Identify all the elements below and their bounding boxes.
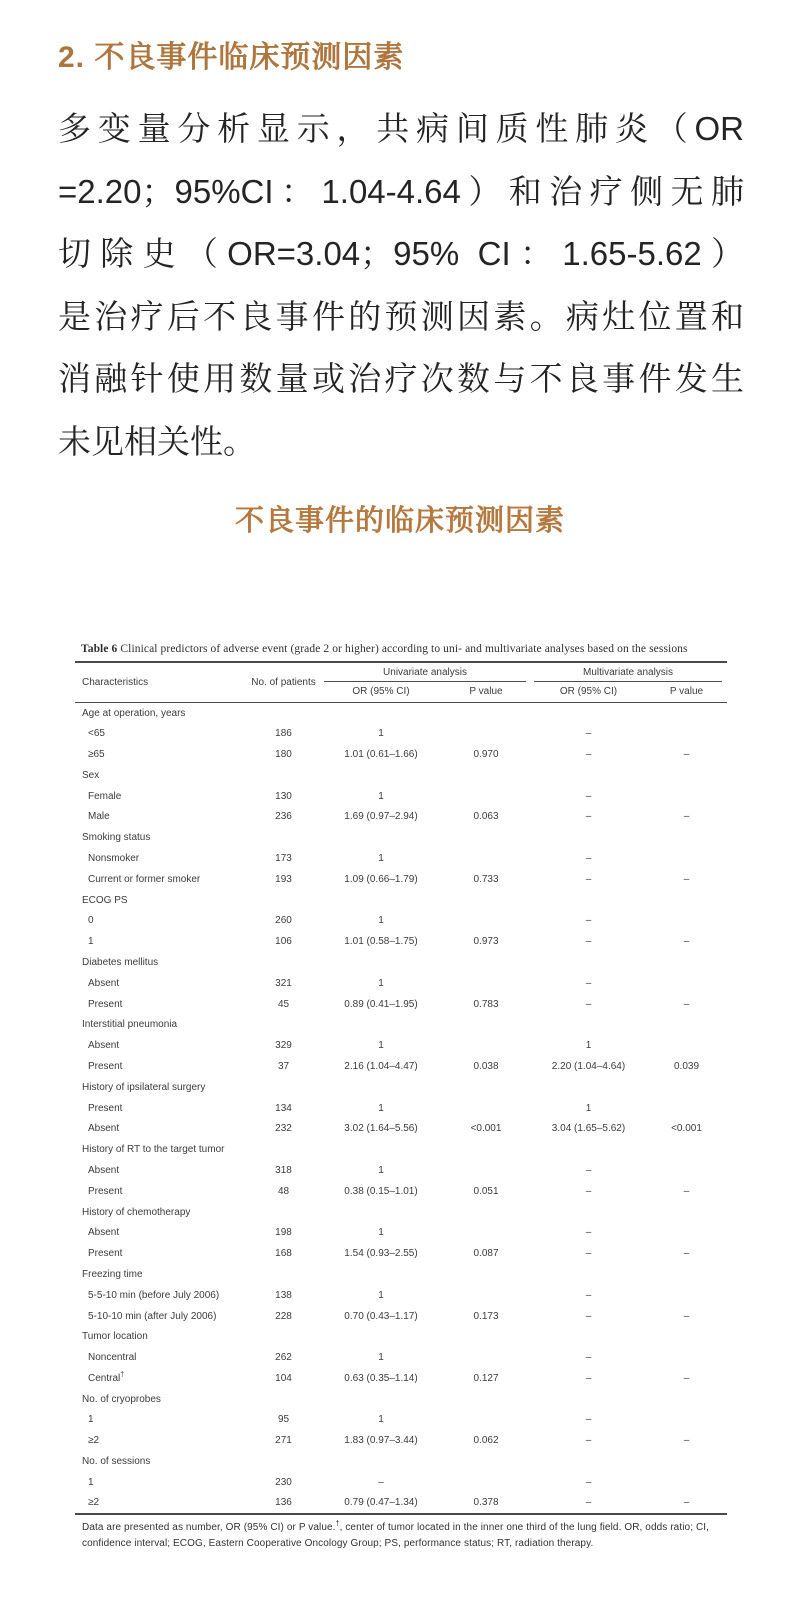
- table-group-row: [75, 1014, 727, 1035]
- cell-characteristic: Noncentral: [88, 1352, 137, 1364]
- table-row: [75, 1056, 727, 1077]
- cell-characteristic: 0: [88, 915, 94, 927]
- cell-multi-or: 3.04 (1.65–5.62): [551, 1123, 626, 1135]
- table-row: [75, 973, 727, 994]
- table-row: [75, 1181, 727, 1202]
- cell-uni-or: 0.70 (0.43–1.17): [344, 1310, 418, 1322]
- cell-multi-or: 2.20 (1.04–4.64): [551, 1060, 626, 1072]
- cell-patients: 193: [275, 873, 292, 885]
- row-group-label: Interstitial pneumonia: [82, 1019, 178, 1031]
- cell-uni-p: 0.973: [473, 936, 499, 948]
- cell-uni-p: 0.970: [473, 748, 499, 760]
- cell-uni-or: 1: [378, 1227, 384, 1239]
- table-row: [75, 1306, 727, 1327]
- cell-patients: 130: [275, 790, 292, 802]
- table-body: [75, 703, 727, 1514]
- table-group-row: [75, 703, 727, 724]
- cell-multi-p: [646, 1347, 727, 1368]
- cell-uni-or: 1.01 (0.58–1.75): [344, 936, 418, 948]
- cell-multi-p: –: [683, 998, 690, 1010]
- cell-uni-p: 0.063: [473, 811, 499, 823]
- cell-uni-p: <0.001: [470, 1123, 502, 1135]
- cell-multi-p: [646, 1035, 727, 1056]
- cell-multi-or: –: [585, 1352, 592, 1364]
- cell-characteristic: <65: [88, 728, 105, 740]
- cell-characteristic: 1: [88, 1414, 94, 1426]
- cell-uni-or: 1.54 (0.93–2.55): [344, 1248, 418, 1260]
- table-row: [75, 1222, 727, 1243]
- paragraph-line: 是治疗后不良事件的预测因素。病灶位置和: [58, 297, 744, 335]
- row-group-label: No. of cryoprobes: [82, 1393, 161, 1405]
- table-row: [75, 1098, 727, 1119]
- cell-uni-or: 1.09 (0.66–1.79): [344, 873, 418, 885]
- cell-uni-or: 0.79 (0.47–1.34): [344, 1497, 418, 1509]
- cell-uni-p: [441, 1347, 531, 1368]
- table-row: [75, 806, 727, 827]
- cell-patients: 230: [275, 1476, 292, 1488]
- cell-uni-p: 0.087: [473, 1248, 499, 1260]
- cell-multi-or: –: [585, 852, 592, 864]
- cell-characteristic: ≥2: [88, 1435, 100, 1447]
- cell-uni-p: [441, 1160, 531, 1181]
- row-group-label: Diabetes mellitus: [82, 956, 159, 968]
- row-group-label: Smoking status: [82, 832, 151, 844]
- table-row: [75, 744, 727, 765]
- cell-multi-p: [646, 1098, 727, 1119]
- cell-uni-or: 0.89 (0.41–1.95): [344, 998, 418, 1010]
- cell-multi-or: –: [585, 1248, 592, 1260]
- table-row: [75, 931, 727, 952]
- table-row: [75, 1430, 727, 1451]
- cell-uni-or: 1.69 (0.97–2.94): [344, 811, 418, 823]
- table-figure: [75, 643, 727, 1553]
- cell-multi-p: [646, 910, 727, 931]
- table-row: [75, 1243, 727, 1264]
- cell-uni-or: 1: [378, 1164, 384, 1176]
- cell-characteristic: ≥65: [88, 748, 105, 760]
- table-row: [75, 994, 727, 1015]
- cell-uni-p: [441, 848, 531, 869]
- cell-uni-p: [441, 1285, 531, 1306]
- cell-characteristic: Absent: [88, 977, 120, 989]
- table-title: [75, 643, 727, 661]
- cell-patients: 236: [275, 811, 292, 823]
- row-group-label: No. of sessions: [82, 1456, 151, 1468]
- header-characteristics: Characteristics: [82, 677, 149, 688]
- cell-uni-p: [441, 1222, 531, 1243]
- row-group-label: History of chemotherapy: [82, 1206, 191, 1218]
- cell-multi-or: –: [585, 873, 592, 885]
- table-row: [75, 848, 727, 869]
- cell-characteristic: Absent: [88, 1040, 120, 1052]
- header-multivariate: Multivariate analysis: [531, 662, 727, 682]
- cell-patients: 180: [275, 748, 292, 760]
- cell-characteristic: ≥2: [88, 1497, 100, 1509]
- cell-characteristic: 1: [88, 1476, 94, 1488]
- dagger-symbol: †: [120, 1371, 125, 1379]
- cell-multi-p: –: [683, 1497, 690, 1509]
- table-group-row: [75, 1202, 727, 1223]
- cell-uni-or: 1: [378, 1352, 384, 1364]
- table-group-row: [75, 952, 727, 973]
- cell-multi-or: –: [585, 1414, 592, 1426]
- table-row: [75, 1347, 727, 1368]
- cell-uni-or: 1: [378, 977, 384, 989]
- cell-characteristic: Male: [88, 811, 110, 823]
- cell-uni-p: [441, 910, 531, 931]
- table-row: [75, 1118, 727, 1139]
- cell-multi-p: [646, 1285, 727, 1306]
- cell-uni-p: 0.783: [473, 998, 499, 1010]
- cell-uni-p: [441, 973, 531, 994]
- cell-multi-p: –: [683, 873, 690, 885]
- cell-characteristic: Absent: [88, 1164, 120, 1176]
- cell-patients: 168: [275, 1248, 292, 1260]
- table-row: [75, 1160, 727, 1181]
- row-group-label: Freezing time: [82, 1268, 143, 1280]
- table-caption-zh: 不良事件的临床预测因素: [234, 505, 565, 537]
- cell-multi-or: –: [585, 1185, 592, 1197]
- cell-multi-p: [646, 848, 727, 869]
- cell-patients: 228: [275, 1310, 292, 1322]
- row-group-label: ECOG PS: [82, 894, 128, 906]
- clinical-predictors-table: [75, 661, 727, 1515]
- cell-uni-p: [441, 1472, 531, 1493]
- cell-characteristic: Female: [88, 790, 122, 802]
- header-multi-p: P value: [669, 686, 704, 697]
- cell-multi-p: [646, 723, 727, 744]
- cell-uni-or: 0.38 (0.15–1.01): [344, 1185, 418, 1197]
- cell-patients: 198: [275, 1227, 292, 1239]
- cell-characteristic: Present: [88, 1185, 123, 1197]
- cell-multi-p: [646, 1222, 727, 1243]
- cell-patients: 262: [275, 1352, 292, 1364]
- cell-multi-or: –: [585, 915, 592, 927]
- cell-multi-or: –: [585, 1497, 592, 1509]
- cell-patients: 104: [275, 1372, 292, 1384]
- paragraph-line: =2.20；95%CI：1.04-4.64）和治疗侧无肺: [58, 172, 744, 210]
- cell-multi-p: [646, 1160, 727, 1181]
- cell-multi-p: –: [683, 1248, 690, 1260]
- header-patients: No. of patients: [251, 677, 316, 688]
- cell-uni-or: 2.16 (1.04–4.47): [344, 1060, 418, 1072]
- cell-multi-or: –: [585, 1164, 592, 1176]
- cell-multi-or: 1: [585, 1040, 592, 1052]
- cell-multi-or: –: [585, 1435, 592, 1447]
- cell-multi-or: –: [585, 790, 592, 802]
- body-paragraph: [58, 98, 744, 473]
- table-group-row: [75, 1264, 727, 1285]
- cell-characteristic: Nonsmoker: [88, 852, 140, 864]
- cell-multi-or: –: [585, 1476, 592, 1488]
- cell-multi-or: –: [585, 1372, 592, 1384]
- cell-patients: 134: [275, 1102, 292, 1114]
- cell-uni-or: 1: [378, 728, 384, 740]
- cell-multi-or: –: [585, 748, 592, 760]
- cell-multi-p: [646, 1472, 727, 1493]
- table-row: [75, 910, 727, 931]
- cell-multi-p: –: [683, 811, 690, 823]
- cell-multi-or: –: [585, 1289, 592, 1301]
- row-group-label: Sex: [82, 769, 100, 781]
- cell-characteristic: 5-10-10 min (after July 2006): [88, 1310, 217, 1322]
- cell-patients: 321: [275, 977, 292, 989]
- cell-characteristic: Present: [88, 1248, 123, 1260]
- cell-uni-p: [441, 1035, 531, 1056]
- table-row: [75, 723, 727, 744]
- cell-multi-p: –: [683, 1185, 690, 1197]
- cell-multi-or: –: [585, 811, 592, 823]
- header-row-groups: [75, 662, 727, 682]
- cell-multi-p: [646, 1410, 727, 1431]
- cell-multi-p: –: [683, 936, 690, 948]
- cell-patients: 173: [275, 852, 292, 864]
- table-group-row: [75, 1451, 727, 1472]
- cell-multi-p: –: [683, 1372, 690, 1384]
- cell-uni-or: 1.83 (0.97–3.44): [344, 1435, 418, 1447]
- header-uni-or: OR (95% CI): [352, 686, 410, 697]
- table-row: [75, 786, 727, 807]
- cell-patients: 37: [277, 1060, 290, 1072]
- row-group-label: Age at operation, years: [75, 703, 727, 724]
- cell-patients: 271: [275, 1435, 292, 1447]
- cell-patients: 186: [275, 728, 292, 740]
- cell-multi-or: –: [585, 936, 592, 948]
- table-row: [75, 1285, 727, 1306]
- cell-characteristic: 5-5-10 min (before July 2006): [88, 1289, 220, 1301]
- header-univariate: Univariate analysis: [321, 662, 531, 682]
- cell-uni-or: 3.02 (1.64–5.56): [344, 1123, 418, 1135]
- cell-uni-p: 0.378: [473, 1497, 499, 1509]
- cell-characteristic: Absent: [88, 1123, 120, 1135]
- cell-multi-or: –: [585, 998, 592, 1010]
- cell-characteristic: Current or former smoker: [88, 873, 201, 885]
- cell-patients: 318: [275, 1164, 292, 1176]
- cell-characteristic: Present: [88, 1102, 123, 1114]
- cell-multi-p: [646, 973, 727, 994]
- paragraph-line: 切除史（OR=3.04；95% CI：1.65-5.62）: [58, 235, 744, 272]
- cell-patients: 138: [275, 1289, 292, 1301]
- cell-uni-p: 0.733: [473, 873, 499, 885]
- cell-uni-or: –: [378, 1476, 384, 1488]
- dagger-symbol: †: [335, 1520, 340, 1528]
- cell-characteristic: Absent: [88, 1227, 120, 1239]
- header-uni-p: P value: [469, 686, 503, 697]
- table-group-row: [75, 1077, 727, 1098]
- table-row: [75, 869, 727, 890]
- cell-characteristic: Present: [88, 1060, 123, 1072]
- cell-multi-p: <0.001: [671, 1123, 702, 1135]
- cell-multi-p: –: [683, 1435, 690, 1447]
- cell-uni-p: [441, 1098, 531, 1119]
- cell-uni-or: 1: [378, 1414, 384, 1426]
- cell-uni-p: 0.038: [473, 1060, 499, 1072]
- table-group-row: [75, 1389, 727, 1410]
- table-row: [75, 1410, 727, 1431]
- table-group-row: [75, 765, 727, 786]
- table-number: Table 6: [81, 643, 118, 655]
- table-row: [75, 1368, 727, 1389]
- cell-uni-or: 1: [378, 790, 384, 802]
- article-page: [0, 40, 800, 1599]
- cell-uni-or: 0.63 (0.35–1.14): [344, 1372, 418, 1384]
- cell-multi-p: –: [683, 1310, 690, 1322]
- cell-patients: 48: [277, 1185, 290, 1197]
- cell-uni-p: 0.062: [473, 1435, 499, 1447]
- table-group-row: [75, 1139, 727, 1160]
- cell-patients: 232: [275, 1123, 292, 1135]
- cell-uni-or: 1: [378, 1102, 384, 1114]
- table-title-text: Clinical predictors of adverse event (grade 2 or higher) according to uni- and multivariate analyses based on the sessions: [120, 643, 688, 655]
- table-footnote: Data are presented as number, OR (95% CI) or P value.†, center of tumor located in the inner one third of the lung field. OR, odds ratio; CI, confidence interval; ECOG, Eastern Cooperative Oncology Group; PS, performance status; RT, radiation therapy.: [82, 1520, 710, 1550]
- cell-uni-p: 0.173: [473, 1310, 499, 1322]
- cell-multi-or: –: [585, 728, 592, 740]
- cell-patients: 95: [277, 1414, 290, 1426]
- cell-uni-p: 0.051: [473, 1185, 499, 1197]
- table-row: [75, 1493, 727, 1514]
- cell-patients: 106: [275, 936, 292, 948]
- table-row: [75, 1035, 727, 1056]
- cell-patients: 136: [275, 1497, 292, 1509]
- cell-multi-or: –: [585, 977, 592, 989]
- cell-uni-p: [441, 1410, 531, 1431]
- cell-uni-or: 1.01 (0.61–1.66): [344, 748, 418, 760]
- cell-characteristic: Present: [88, 998, 123, 1010]
- row-group-label: History of RT to the target tumor: [82, 1144, 225, 1156]
- section-heading: 2. 不良事件临床预测因素: [58, 41, 405, 74]
- paragraph-line: 未见相关性。: [58, 422, 256, 460]
- cell-uni-or: 1: [378, 915, 384, 927]
- table-group-row: [75, 1326, 727, 1347]
- cell-characteristic: 1: [88, 936, 94, 948]
- cell-multi-or: –: [585, 1227, 592, 1239]
- cell-uni-or: 1: [378, 1040, 384, 1052]
- paragraph-line: 消融针使用数量或治疗次数与不良事件发生: [58, 360, 744, 397]
- row-group-label: Tumor location: [82, 1331, 148, 1343]
- cell-multi-p: –: [683, 748, 690, 760]
- cell-multi-p: 0.039: [673, 1060, 700, 1072]
- cell-patients: 45: [277, 998, 290, 1010]
- paragraph-line: 多变量分析显示，共病间质性肺炎（OR: [58, 110, 744, 147]
- table-row: [75, 1472, 727, 1493]
- header-multi-or: OR (95% CI): [559, 686, 618, 697]
- table-group-row: [75, 890, 727, 911]
- cell-uni-or: 1: [378, 852, 384, 864]
- cell-uni-or: 1: [378, 1289, 384, 1301]
- cell-multi-p: [646, 786, 727, 807]
- cell-patients: 260: [275, 915, 292, 927]
- table-group-row: [75, 827, 727, 848]
- row-group-label: History of ipsilateral surgery: [82, 1081, 206, 1093]
- cell-uni-p: 0.127: [473, 1372, 499, 1384]
- cell-uni-p: [441, 786, 531, 807]
- cell-characteristic: Central†: [88, 1371, 125, 1384]
- cell-patients: 329: [275, 1040, 292, 1052]
- cell-uni-p: [441, 723, 531, 744]
- cell-multi-or: 1: [585, 1102, 592, 1114]
- cell-multi-or: –: [585, 1310, 592, 1322]
